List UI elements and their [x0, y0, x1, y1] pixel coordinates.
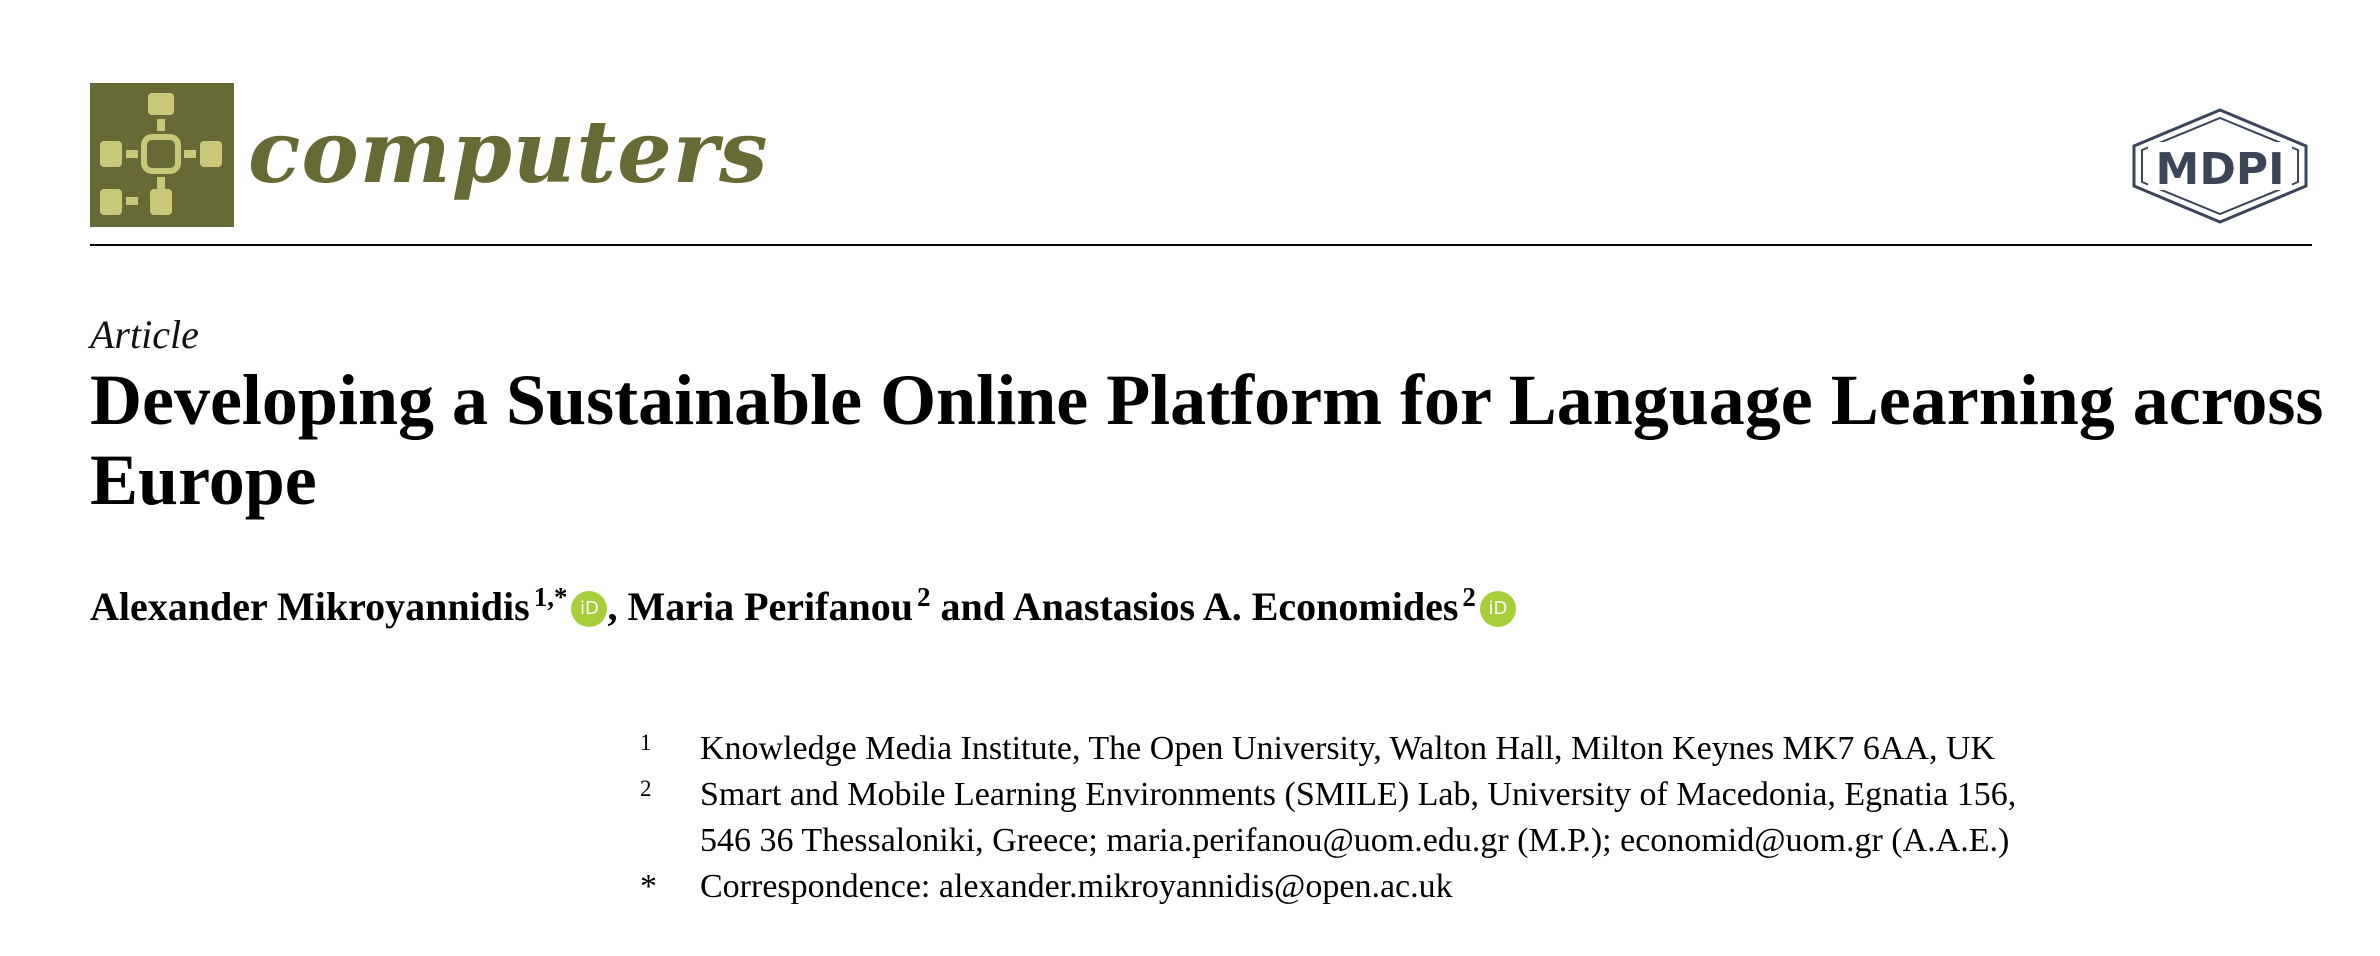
author-list — [90, 580, 1516, 634]
author-name: Alexander Mikroyannidis — [90, 584, 530, 629]
author-name: Maria Perifanou — [627, 584, 913, 629]
author-name: Anastasios A. Economides — [1012, 584, 1459, 629]
header-divider — [90, 244, 2312, 246]
affiliation-item — [640, 726, 2140, 772]
correspondence-text: Correspondence: alexander.mikroyannidis@open.ac.uk — [700, 868, 1453, 905]
author-affiliation-mark: 1,* — [533, 582, 568, 612]
author-affiliation-mark: 2 — [916, 582, 931, 612]
journal-network-icon — [90, 83, 234, 227]
publisher-name: MDPI — [2155, 144, 2285, 195]
affiliation-item — [640, 772, 2140, 864]
affiliations — [640, 726, 2140, 910]
affiliation-text: Knowledge Media Institute, The Open University, Walton Hall, Milton Keynes MK7 6AA, UK — [700, 730, 1996, 767]
affiliation-mark: 1 — [640, 730, 652, 755]
affiliation-text: 546 36 Thessaloniki, Greece; maria.perifanou@uom.edu.gr (M.P.); economid@uom.gr (A.A.E.) — [700, 822, 2010, 859]
correspondence-item — [640, 864, 2140, 910]
correspondence-mark: * — [640, 868, 657, 905]
article-title: Developing a Sustainable Online Platform for Language Learning across Europe — [90, 360, 2324, 520]
journal-logo — [90, 83, 234, 227]
author-separator: and — [940, 584, 1005, 629]
orcid-icon[interactable]: iD — [1480, 591, 1516, 627]
author-separator: , — [607, 584, 618, 629]
article-type: Article — [90, 312, 199, 357]
journal-name: computers — [248, 102, 769, 203]
author-affiliation-mark: 2 — [1462, 582, 1476, 612]
affiliation-text: Smart and Mobile Learning Environments (SMILE) Lab, University of Macedonia, Egnatia 156, — [700, 776, 2017, 813]
orcid-icon[interactable]: iD — [571, 591, 607, 627]
affiliation-mark: 2 — [640, 776, 652, 801]
publisher-logo — [2128, 106, 2312, 226]
